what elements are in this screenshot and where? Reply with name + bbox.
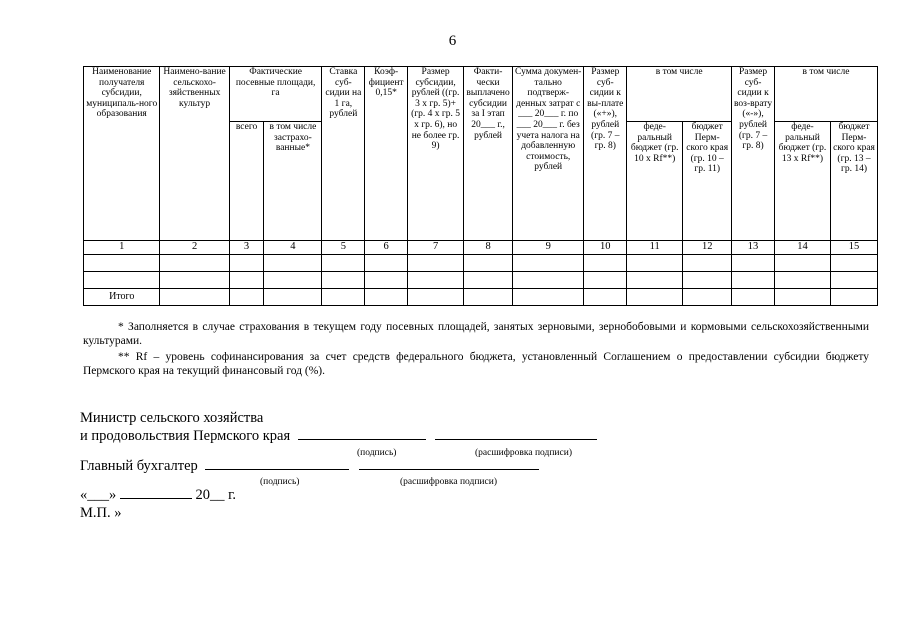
column-number: 12 — [683, 241, 732, 255]
column-number: 13 — [732, 241, 775, 255]
accountant-caption-decode: (расшифровка подписи) — [400, 477, 497, 487]
date-year: 20__ г. — [195, 487, 237, 503]
header-paid-stage1: Факти-чески выплачено субсидии за I этап 20___ г., рублей — [464, 67, 513, 241]
header-area-total: всего — [229, 122, 264, 241]
header-coefficient: Коэф-фициент 0,15* — [365, 67, 408, 241]
stamp-label: М.П. » — [80, 505, 122, 521]
date-month-field[interactable] — [120, 497, 192, 499]
header-subsidy-size: Размер субсидии, рублей ((гр. 3 х гр. 5)+ (гр. 4 х гр. 5 х гр. 6), но не более гр. 9) — [408, 67, 464, 241]
accountant-decode-field[interactable] — [359, 468, 539, 470]
header-federal-payout: феде-ральный бюджет (гр. 10 х Rf**) — [627, 122, 683, 241]
column-number-row — [84, 241, 878, 255]
accountant-title: Главный бухгалтер — [80, 458, 198, 474]
header-payout-including: в том числе — [627, 67, 732, 122]
table-row — [84, 255, 878, 272]
header-area-insured: в том числе застрахо-ванные* — [264, 122, 322, 241]
column-number: 2 — [160, 241, 229, 255]
header-regional-payout: бюджет Перм-ского края (гр. 10 – гр. 11) — [683, 122, 732, 241]
header-payout: Размер суб-сидии к вы-плате («+»), рублей (гр. 7 – гр. 8) — [584, 67, 627, 241]
accountant-signature-field[interactable] — [205, 468, 349, 470]
header-actual-areas: Фактические посевные площади, га — [229, 67, 322, 122]
date-line — [80, 487, 236, 504]
total-label: Итого — [84, 289, 160, 306]
minister-title-line1: Министр сельского хозяйства — [80, 410, 264, 426]
header-refund: Размер суб-сидии к воз-врату («-»), рублей (гр. 7 – гр. 8) — [732, 67, 775, 241]
column-number: 5 — [322, 241, 365, 255]
header-confirmed-costs: Сумма докумен-тально подтверж-денных затрат с ___ 20___ г. по ___ 20___ г. без учета налога на добавленную стоимость, рублей — [513, 67, 584, 241]
header-regional-refund: бюджет Перм-ского края (гр. 13 – гр. 14) — [831, 122, 878, 241]
column-number: 10 — [584, 241, 627, 255]
column-number: 9 — [513, 241, 584, 255]
column-number: 8 — [464, 241, 513, 255]
footnote-rf: ** Rf – уровень софинансирования за счет средств федерального бюджета, установленный Соглашением о предоставлении субсидии бюджету Пермского края на текущий финансовый год (%). — [83, 351, 869, 377]
accountant-caption-signature: (подпись) — [260, 477, 300, 487]
header-federal-refund: феде-ральный бюджет (гр. 13 х Rf**) — [774, 122, 830, 241]
header-refund-including: в том числе — [774, 67, 877, 122]
minister-title-line2: и продовольствия Пермского края — [80, 428, 291, 444]
column-number: 4 — [264, 241, 322, 255]
header-crops: Наимено-вание сельскохо-зяйственных культур — [160, 67, 229, 241]
column-number: 7 — [408, 241, 464, 255]
page-number: 6 — [448, 33, 457, 49]
column-number: 3 — [229, 241, 264, 255]
column-number: 6 — [365, 241, 408, 255]
minister-caption-decode: (расшифровка подписи) — [475, 448, 572, 458]
column-number: 15 — [831, 241, 878, 255]
footnote-insurance: * Заполняется в случае страхования в текущем году посевных площадей, занятых зерновыми, зернобобовыми и кормовыми сельскохозяйственными культурами. — [83, 321, 869, 347]
header-recipient: Наименование получателя субсидии, муниципаль-ного образования — [84, 67, 160, 241]
total-row — [84, 289, 878, 306]
minister-decode-field[interactable] — [435, 438, 597, 440]
column-number: 14 — [774, 241, 830, 255]
minister-caption-signature: (подпись) — [357, 448, 397, 458]
header-rate: Ставка суб-сидии на 1 га, рублей — [322, 67, 365, 241]
table-row — [84, 272, 878, 289]
minister-signature-field[interactable] — [298, 438, 426, 440]
subsidy-table — [83, 66, 878, 306]
column-number: 11 — [627, 241, 683, 255]
accountant-signature-line — [80, 458, 539, 475]
minister-signature-line — [80, 428, 597, 445]
date-day: «___» — [80, 487, 120, 503]
column-number: 1 — [84, 241, 160, 255]
